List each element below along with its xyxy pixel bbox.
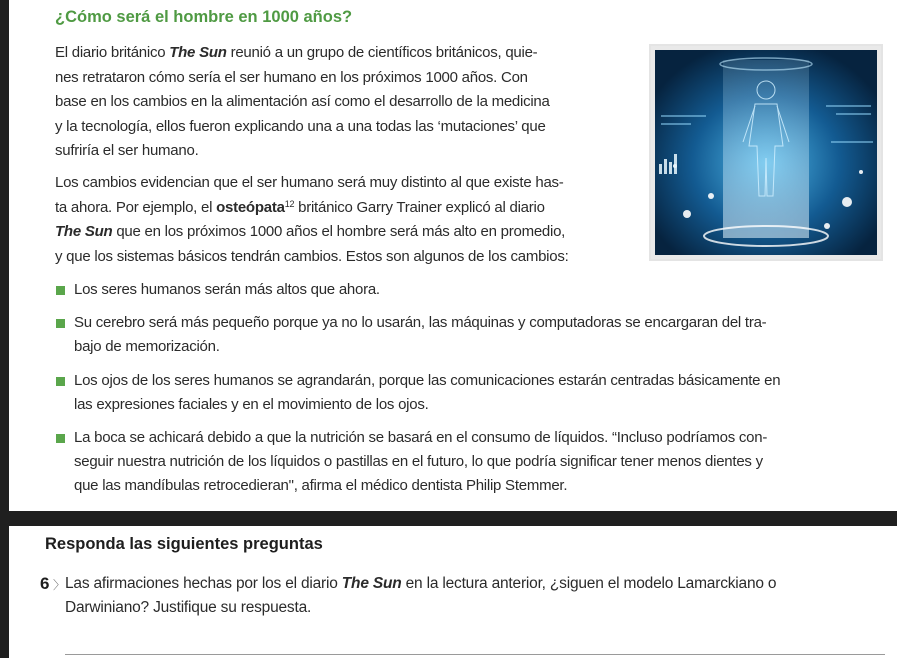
text-line: Los seres humanos serán más altos que ahora.	[74, 281, 380, 298]
text-line: y que los sistemas básicos tendrán cambios. Estos son algunos de los cambios:	[55, 247, 569, 265]
text-line: La boca se achicará debido a que la nutrición se basará en el consumo de líquidos. “Incluso podríamos con-	[74, 429, 768, 447]
text-span: reunió a un grupo de científicos británicos, quie-	[226, 44, 538, 61]
text-line: que las mandíbulas retrocedieran", afirma el médico dentista Philip Stemmer.	[74, 477, 568, 495]
green-square-bullet-icon	[56, 286, 65, 295]
green-square-bullet-icon	[56, 377, 65, 386]
question-number: 6	[40, 574, 50, 593]
list-item	[55, 311, 885, 359]
footnote-ref: 12	[284, 198, 295, 209]
answer-line[interactable]	[65, 654, 885, 655]
newspaper-name: The Sun	[55, 223, 113, 240]
text-line: Su cerebro será más pequeño porque ya no lo usarán, las máquinas y computadoras se encargaran del tra-	[74, 314, 767, 332]
question-text	[65, 572, 776, 620]
text-line: seguir nuestra nutrición de los líquidos o pastillas en el futuro, lo que podría significar tener menos dientes y	[74, 453, 763, 471]
text-line: Los cambios evidencian que el ser humano será muy distinto al que existe has-	[55, 174, 564, 191]
list-item	[55, 278, 885, 302]
text-span: El diario británico	[55, 44, 170, 61]
human-hologram-figure	[649, 44, 883, 261]
paragraph-intro	[55, 41, 623, 164]
text-line: bajo de memorización.	[74, 338, 220, 356]
text-span: en la lectura anterior, ¿siguen el modelo Lamarckiano o	[401, 575, 777, 592]
article-title: ¿Cómo será el hombre en 1000 años?	[55, 8, 353, 26]
glossary-term: osteópata	[216, 198, 285, 216]
green-square-bullet-icon	[56, 434, 65, 443]
questions-page	[9, 526, 897, 658]
text-line: Los ojos de los seres humanos se agrandarán, porque las comunicaciones estarán centradas básicamente en	[74, 371, 781, 389]
text-line: base en los cambios en la alimentación así como el desarrollo de la medicina	[55, 93, 550, 110]
question-separator-icon: 〉	[53, 578, 66, 592]
newspaper-name: The Sun	[169, 44, 227, 61]
text-span: ta ahora. Por ejemplo, el	[55, 198, 217, 216]
text-line: Darwiniano? Justifique su respuesta.	[65, 599, 312, 616]
text-line	[55, 220, 623, 245]
list-item	[55, 426, 885, 499]
questions-heading: Responda las siguientes preguntas	[45, 535, 323, 553]
paragraph-changes	[55, 171, 623, 269]
text-line: y la tecnología, ellos fueron explicando una a una todas las ‘mutaciones’ que	[55, 117, 546, 135]
green-square-bullet-icon	[56, 319, 65, 328]
text-line: las expresiones faciales y en el movimiento de los ojos.	[74, 395, 429, 413]
text-line: nes retrataron cómo sería el ser humano en los próximos 1000 años. Con	[55, 68, 528, 86]
text-span: Las afirmaciones hechas por los el diario	[65, 575, 342, 592]
text-line	[65, 572, 776, 596]
human-hologram-illustration	[651, 46, 881, 259]
list-item	[55, 369, 885, 417]
text-span: británico Garry Trainer explicó al diario	[294, 198, 545, 216]
text-line	[55, 196, 623, 221]
text-line	[55, 41, 623, 66]
article-page	[9, 0, 897, 511]
newspaper-name: The Sun	[341, 575, 402, 592]
text-span: que en los próximos 1000 años el hombre será más alto en promedio,	[112, 223, 566, 240]
changes-list	[55, 278, 885, 508]
text-line: sufriría el ser humano.	[55, 142, 199, 159]
